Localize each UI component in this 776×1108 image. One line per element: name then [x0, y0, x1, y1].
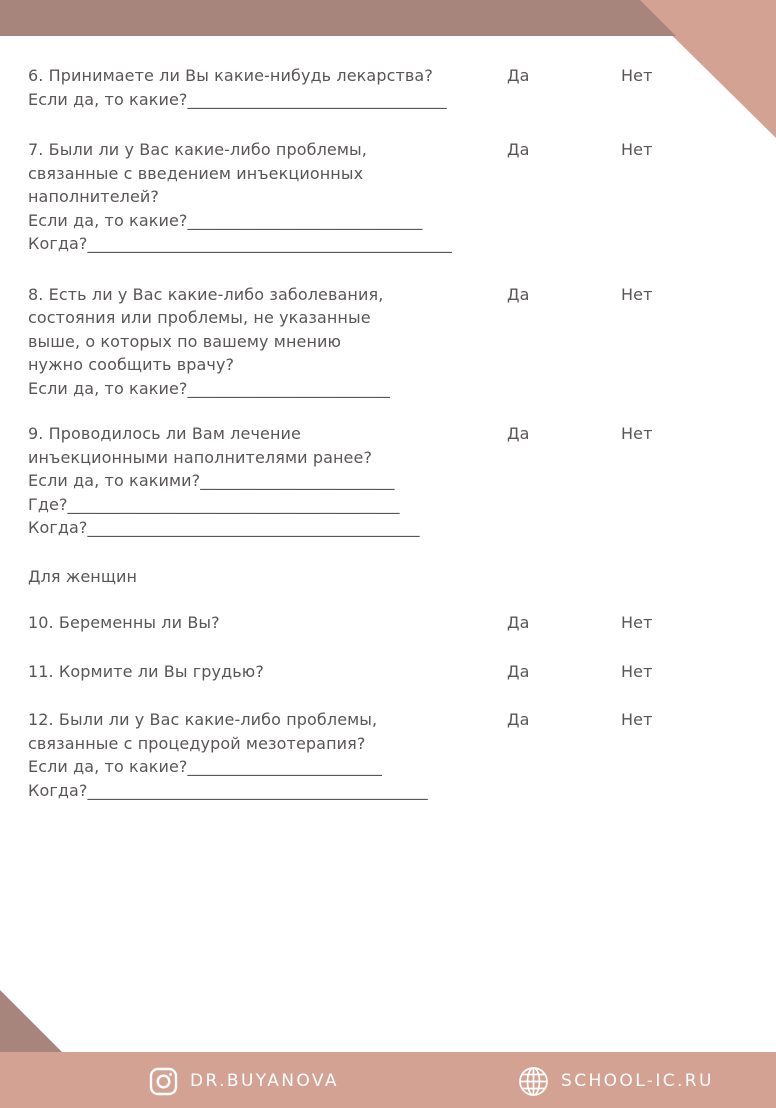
answer-blank[interactable]: Когда?__________________________________________: [28, 780, 428, 800]
question-text: [28, 708, 458, 802]
yes-option[interactable]: Да: [507, 140, 530, 159]
question-text: [28, 283, 458, 401]
question-line: связанные с процедурой мезотерапия?: [28, 733, 366, 753]
question-11: [28, 660, 728, 684]
question-line: 6. Принимаете ли Вы какие-нибудь лекарства?: [28, 66, 433, 85]
question-7: [28, 138, 728, 256]
answer-blank[interactable]: Когда?_____________________________________________: [28, 234, 453, 253]
yes-option[interactable]: Да: [507, 710, 530, 729]
instagram-link[interactable]: [149, 1066, 339, 1096]
answer-blank[interactable]: Если да, то какими?________________________: [28, 471, 395, 490]
answer-blank[interactable]: Где?_________________________________________: [28, 494, 400, 514]
answer-blank[interactable]: Если да, то какие?________________________: [28, 757, 382, 776]
question-text: [28, 660, 458, 684]
yes-option[interactable]: Да: [507, 66, 530, 85]
answer-blank[interactable]: Если да, то какие?_________________________: [28, 378, 391, 398]
question-line: нужно сообщить врачу?: [28, 355, 235, 374]
question-12: [28, 708, 728, 802]
website-url[interactable]: SCHOOL-IC.RU: [561, 1071, 714, 1091]
no-option[interactable]: Нет: [621, 424, 653, 443]
question-line: 7. Были ли у Вас какие-либо проблемы,: [28, 140, 367, 159]
website-link[interactable]: [518, 1066, 714, 1096]
questionnaire: [28, 64, 748, 802]
globe-icon: [518, 1066, 549, 1097]
no-option[interactable]: Нет: [621, 140, 653, 159]
question-line: состояния или проблемы, не указанные: [28, 308, 371, 327]
question-line: 12. Были ли у Вас какие-либо проблемы,: [28, 710, 378, 729]
yes-option[interactable]: Да: [507, 661, 530, 681]
answer-blank[interactable]: Если да, то какие?_____________________________: [28, 210, 423, 230]
yes-option[interactable]: Да: [507, 284, 530, 304]
question-6: [28, 64, 728, 111]
yes-option[interactable]: Да: [507, 613, 530, 632]
no-option[interactable]: Нет: [621, 661, 653, 681]
question-line: 10. Беременны ли Вы?: [28, 613, 220, 632]
no-option[interactable]: Нет: [621, 66, 653, 85]
question-10: [28, 611, 728, 635]
question-line: 8. Есть ли у Вас какие-либо заболевания,: [28, 284, 384, 304]
question-9: [28, 422, 728, 540]
question-line: 11. Кормите ли Вы грудью?: [28, 661, 264, 681]
instagram-icon: [149, 1067, 178, 1096]
question-text: [28, 611, 458, 635]
answer-blank[interactable]: Если да, то какие?________________________________: [28, 89, 447, 109]
instagram-handle[interactable]: DR.BUYANOVA: [190, 1071, 339, 1091]
question-line: наполнителей?: [28, 187, 160, 206]
question-text: [28, 138, 458, 256]
question-8: [28, 283, 728, 401]
question-line: выше, о которых по вашему мнению: [28, 331, 342, 351]
question-text: [28, 422, 458, 540]
question-line: инъекционными наполнителями ранее?: [28, 447, 373, 467]
yes-option[interactable]: Да: [507, 424, 530, 443]
no-option[interactable]: Нет: [621, 613, 653, 632]
question-text: [28, 64, 458, 111]
answer-blank[interactable]: Когда?_________________________________________: [28, 518, 420, 537]
question-line: 9. Проводилось ли Вам лечение: [28, 424, 301, 443]
section-heading-women: Для женщин: [28, 566, 138, 586]
no-option[interactable]: Нет: [621, 710, 653, 729]
no-option[interactable]: Нет: [621, 284, 653, 304]
question-line: связанные с введением инъекционных: [28, 163, 364, 183]
